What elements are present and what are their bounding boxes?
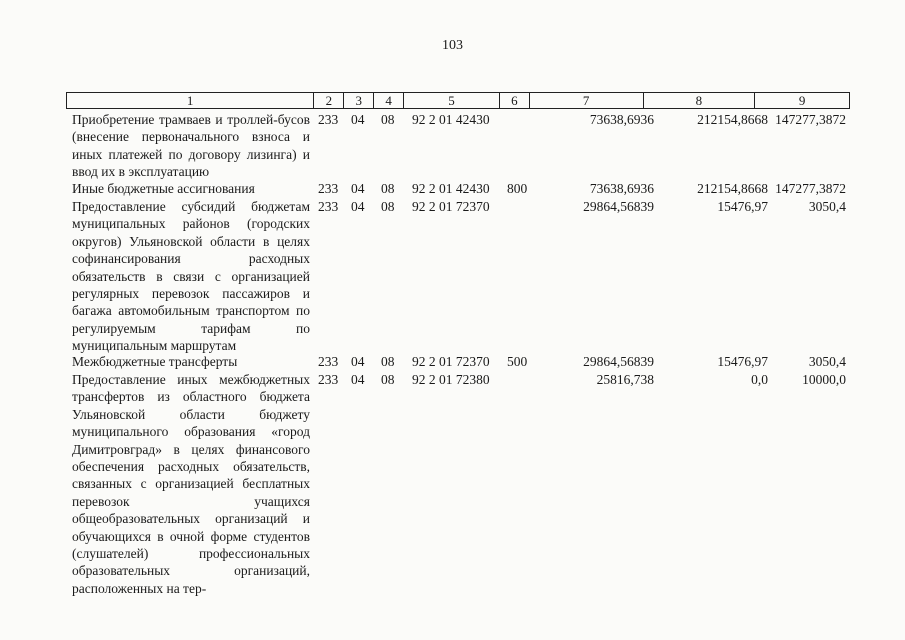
page-number: 103	[442, 38, 463, 53]
cell-col6: 800	[507, 181, 528, 196]
cell-col4: 08	[381, 181, 395, 196]
cell-col9: 147277,3872	[775, 112, 846, 127]
cell-col9: 3050,4	[808, 354, 846, 369]
cell-col8: 212154,8668	[697, 112, 768, 127]
cell-col8: 212154,8668	[697, 181, 768, 196]
column-header-8: 8	[644, 93, 756, 108]
column-header-9: 9	[798, 93, 806, 108]
cell-col2: 233	[318, 112, 339, 127]
cell-col9: 10000,0	[802, 372, 846, 387]
column-header-3: 3	[344, 93, 374, 108]
cell-col7: 73638,6936	[589, 181, 654, 196]
cell-col7: 29864,56839	[583, 354, 654, 369]
row-description: Межбюджетные трансферты	[72, 354, 238, 369]
column-header-2: 2	[314, 93, 344, 108]
cell-col9: 147277,3872	[775, 181, 846, 196]
cell-col8: 0,0	[751, 372, 768, 387]
cell-col3: 04	[351, 181, 365, 196]
cell-col5: 92 2 01 42430	[412, 112, 490, 127]
row-description: Приобретение трамваев и троллей-бусов (внесение первоначального взноса и иных платежей по договору лизинга) и ввод их в эксплуатацию	[72, 112, 310, 180]
cell-col3: 04	[351, 372, 365, 387]
column-header-6: 6	[500, 93, 530, 108]
cell-col3: 04	[351, 354, 365, 369]
cell-col6: 500	[507, 354, 528, 369]
cell-col5: 92 2 01 72370	[412, 354, 490, 369]
cell-col2: 233	[318, 181, 339, 196]
cell-col3: 04	[351, 112, 365, 127]
cell-col8: 15476,97	[717, 354, 768, 369]
row-description: Предоставление субсидий бюджетам муниципальных районов (городских округов) Ульяновской области в целях софинансирования расходных обязательств в связи с организацией регулярных перевозок пассажиров и багажа автомобильным транспортом по регулируемым тарифам по муниципальным маршрутам	[72, 199, 310, 354]
cell-col7: 73638,6936	[589, 112, 654, 127]
cell-col4: 08	[381, 199, 395, 214]
cell-col4: 08	[381, 372, 395, 387]
cell-col2: 233	[318, 372, 339, 387]
column-header-1: 1	[67, 93, 314, 108]
cell-col4: 08	[381, 354, 395, 369]
cell-col5: 92 2 01 72380	[412, 372, 490, 387]
cell-col3: 04	[351, 199, 365, 214]
table-header-row	[66, 92, 850, 109]
cell-col2: 233	[318, 199, 339, 214]
row-description: Иные бюджетные ассигнования	[72, 181, 255, 196]
column-header-7: 7	[530, 93, 644, 108]
cell-col7: 25816,738	[596, 372, 654, 387]
cell-col5: 92 2 01 72370	[412, 199, 490, 214]
column-header-5: 5	[404, 93, 500, 108]
cell-col9: 3050,4	[808, 199, 846, 214]
cell-col8: 15476,97	[717, 199, 768, 214]
column-header-4: 4	[374, 93, 404, 108]
cell-col7: 29864,56839	[583, 199, 654, 214]
cell-col5: 92 2 01 42430	[412, 181, 490, 196]
row-description: Предоставление иных межбюджетных трансфертов из областного бюджета Ульяновской области бюджету муниципального образования «город Димитровград» в целях финансового обеспечения расходных обязательств, связанных с организацией бесплатных перевозок учащихся общеобразовательных организаций и обучающихся в очной форме студентов (слушателей) профессиональных образовательных организаций, расположенных на тер-	[72, 372, 310, 596]
cell-col2: 233	[318, 354, 339, 369]
cell-col4: 08	[381, 112, 395, 127]
